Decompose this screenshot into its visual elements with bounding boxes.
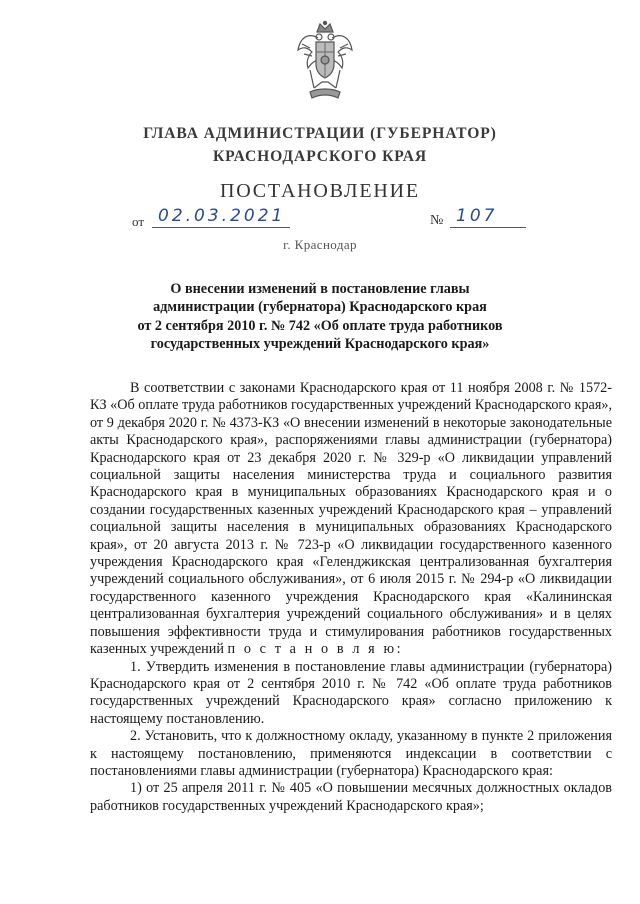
- title-line: администрации (губернатора) Краснодарского края: [153, 299, 487, 316]
- item-paragraph: 1. Утвердить изменения в постановление главы администрации (губернатора) Краснодарского края от 2 сентября 2010 г. № 742 «Об оплате труда работников государственных учреждений Краснодарского края» согласно приложению к настоящему постановлению.: [90, 658, 612, 727]
- organization-name-line2: КРАСНОДАРСКОГО КРАЯ: [212, 148, 428, 165]
- number-label: №: [430, 213, 444, 228]
- document-body: [90, 380, 612, 815]
- preamble-paragraph: [90, 380, 612, 659]
- city-name: г. Краснодар: [283, 237, 357, 252]
- decree-word: п о с т а н о в л я ю:: [227, 641, 404, 658]
- title-line: О внесении изменений в постановление главы: [170, 281, 470, 297]
- number-value: 107: [450, 204, 526, 228]
- subitem-paragraph: 1) от 25 апреля 2011 г. № 405 «О повышении месячных должностных окладов работников государственных учреждений Краснодарского края»;: [90, 780, 612, 814]
- document-title: [120, 280, 520, 354]
- document-type: ПОСТАНОВЛЕНИЕ: [220, 180, 420, 202]
- date-label: от: [132, 214, 145, 229]
- preamble-text: В соответствии с законами Краснодарского края от 11 ноября 2008 г. № 1572-КЗ «Об оплате труда работников государственных учреждений Краснодарского края», от 9 декабря 2020 г. № 4373-КЗ «О внесении изменений в некоторые законодательные акты Краснодарского края», распоряжениями главы администрации (губернатора) Краснодарского края от 23 декабря 2020 г. № 329-р «О ликвидации управлений социальной защиты населения министерства труда и социального развития Краснодарского края в муниципальных образованиях Краснодарского края и о создании государственных казенных учреждений Краснодарского края – управлений социальной защиты населения в муниципальных образованиях Краснодарского края», от 20 августа 2013 г. № 723-р «О ликвидации государственного казенного учреждения Краснодарского края «Геленджикская централизованная бухгалтерия учреждений социального обслуживания», от 6 июля 2015 г. № 294-р «О ликвидации государственного казенного учреждения Краснодарского края «Калининская централизованная бухгалтерия учреждений социального обслуживания» и в целях повышения эффективности труда и стимулирования работников государственных казенных учреждений: [90, 380, 612, 658]
- title-line: от 2 сентября 2010 г. № 742 «Об оплате труда работников: [137, 317, 503, 334]
- date-value: 02.03.2021: [152, 204, 290, 228]
- coat-of-arms-icon: [296, 20, 354, 102]
- item-paragraph: 2. Установить, что к должностному окладу, указанному в пункте 2 приложения к настоящему постановлению, применяются индексации в соответствии с постановлениями главы администрации (губернатора) Краснодарского края:: [90, 728, 612, 779]
- title-line: государственных учреждений Краснодарского края»: [150, 336, 490, 353]
- organization-name-line1: ГЛАВА АДМИНИСТРАЦИИ (ГУБЕРНАТОР): [143, 125, 497, 142]
